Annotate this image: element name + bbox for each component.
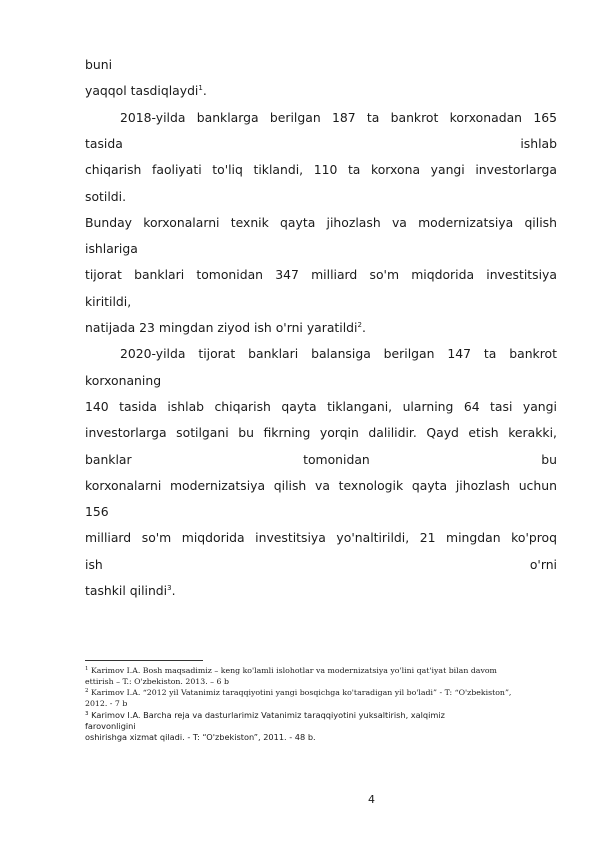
text-line: [85, 582, 557, 600]
word: 165: [533, 109, 557, 125]
word: investitsiya: [486, 267, 557, 283]
word: investitsiya: [255, 530, 326, 546]
word: banklari: [134, 267, 185, 283]
footnote-line: [85, 666, 497, 676]
word: yangi: [430, 162, 465, 178]
word: bankrot: [390, 109, 439, 125]
word: banklar: [85, 451, 132, 467]
line-text: korxonaning: [85, 372, 162, 388]
footnote-line: [85, 699, 127, 709]
word: uchun: [518, 477, 557, 493]
line-text: buni: [85, 57, 113, 72]
footnote-line: [85, 721, 136, 731]
word: yorqin: [319, 425, 359, 441]
footnote-separator: [85, 660, 203, 661]
footnote-line: [85, 710, 445, 720]
footnote-text: Karimov I.A. Barcha reja va dasturlarimiz Vatanimiz taraqqiyotini yuksaltirish, xalqimiz: [91, 710, 445, 720]
word: yo'naltirildi,: [336, 530, 410, 546]
footnote-number: 3: [85, 711, 89, 717]
footnote-number: 1: [85, 666, 89, 672]
line-text: yaqqol tasdiqlaydi: [85, 83, 199, 99]
word: milliard: [85, 530, 132, 546]
text-line: [120, 345, 557, 363]
word: tijorat: [85, 267, 122, 283]
word: ishlab: [167, 398, 205, 414]
word: Qayd: [426, 425, 459, 441]
word: miqdorida: [181, 530, 245, 546]
word: tasida: [119, 398, 157, 414]
word: qilish: [524, 214, 557, 230]
text-line: [120, 109, 557, 127]
word: ta: [347, 162, 361, 178]
word: ta: [483, 346, 497, 362]
word: Bunday: [85, 214, 132, 230]
word: qayta: [281, 398, 317, 414]
word: korxonadan: [449, 109, 523, 125]
word: bankrot: [509, 346, 557, 362]
word: qayta: [280, 214, 316, 230]
word: so'm: [369, 267, 400, 283]
word: investorlarga: [475, 162, 557, 178]
word: so'm: [141, 530, 172, 546]
text-line: [85, 398, 557, 416]
word: berilgan: [383, 346, 435, 362]
word: fikrning: [263, 425, 311, 441]
footnote-line: [85, 677, 229, 687]
word: investorlarga: [85, 425, 167, 441]
word: bu: [238, 425, 254, 441]
word: modernizatsiya: [418, 214, 514, 230]
text-line: [85, 82, 557, 100]
word: chiqarish: [214, 398, 271, 414]
word: mingdan: [446, 530, 501, 546]
text-line: [85, 529, 557, 547]
word: milliard: [311, 267, 358, 283]
word: tijorat: [198, 346, 236, 362]
line-text: ishlariga: [85, 241, 138, 257]
text-line: [85, 188, 557, 206]
word: ishlab: [520, 135, 557, 151]
footnote-text: 2012. - 7 b: [85, 699, 128, 708]
word: tasi: [490, 398, 513, 414]
word: 2018-yilda: [120, 109, 186, 125]
word: va: [314, 477, 330, 493]
word: jihozlash: [455, 477, 510, 493]
word: 2020-yilda: [120, 346, 186, 362]
text-line: [85, 56, 557, 74]
word: yangi: [522, 398, 557, 414]
word: miqdorida: [411, 267, 475, 283]
footnote-text: oshirishga xizmat qiladi. - T: “O'zbekiston”, 2011. - 48 b.: [85, 732, 316, 742]
word: texnik: [230, 214, 269, 230]
word: qayta: [411, 477, 448, 493]
text-line: [85, 161, 557, 179]
word: dalilidir.: [368, 425, 417, 441]
text-line: [85, 293, 557, 311]
word: ko'proq: [511, 530, 557, 546]
word: 21: [419, 530, 436, 546]
word: banklari: [248, 346, 299, 362]
line-text: sotildi.: [85, 188, 127, 204]
footnote-reference[interactable]: 1: [198, 84, 203, 93]
word: sotilgani: [176, 425, 229, 441]
word: 110: [313, 162, 338, 178]
word: korxonalarni: [143, 214, 220, 230]
word: tiklangani,: [327, 398, 393, 414]
word: texnologik: [338, 477, 404, 493]
word: tomonidan: [196, 267, 264, 283]
line-text: kiritildi,: [85, 293, 132, 309]
word: modernizatsiya: [169, 477, 266, 493]
word: 187: [331, 109, 356, 125]
footnote-reference[interactable]: 3: [167, 584, 172, 592]
text-line: [85, 503, 557, 521]
footnote-text: Karimov I.A. “2012 yil Vatanimiz taraqqiyotini yangi bosqichga ko'taradigan yil bo'ladi” - T: “O'zbekiston”,: [90, 688, 512, 697]
line-punctuation: .: [171, 583, 176, 598]
text-line: [85, 135, 557, 153]
word: faoliyati: [152, 162, 202, 178]
word: ta: [366, 109, 380, 125]
word: etish: [468, 425, 499, 441]
word: bu: [541, 451, 557, 467]
word: 140: [85, 398, 109, 414]
line-punctuation: .: [361, 320, 366, 335]
word: ish: [85, 556, 103, 572]
footnote-text: farovonligini: [85, 721, 136, 731]
text-line: [85, 266, 557, 284]
word: qilish: [273, 477, 307, 493]
line-text: natijada 23 mingdan ziyod ish o'rni yaratildi: [85, 320, 358, 335]
word: 64: [463, 398, 480, 414]
word: tiklandi,: [253, 162, 304, 178]
page-number: 4: [368, 793, 375, 806]
word: va: [391, 214, 407, 230]
word: korxona: [370, 162, 421, 178]
line-text: 156: [85, 504, 109, 520]
text-line: [85, 319, 557, 337]
line-punctuation: .: [202, 83, 207, 99]
footnote-number: 2: [85, 688, 89, 694]
footnote-text: Karimov I.A. Bosh maqsadimiz – keng ko'lamli islohotlar va modernizatsiya yo'lini qat'iyat bilan davom: [90, 666, 497, 675]
word: o'rni: [529, 556, 557, 572]
word: banklarga: [196, 109, 259, 125]
text-line: [85, 240, 557, 258]
word: 347: [275, 267, 299, 283]
text-line: [85, 214, 557, 232]
word: tasida: [85, 135, 123, 151]
footnote-line: [85, 732, 316, 742]
footnote-reference[interactable]: 2: [357, 321, 362, 329]
text-line: [85, 556, 557, 574]
word: korxonalarni: [85, 477, 162, 493]
word: 147: [447, 346, 471, 362]
word: ularning: [402, 398, 454, 414]
word: balansiga: [311, 346, 371, 362]
text-line: [85, 424, 557, 442]
footnote-line: [85, 688, 511, 698]
word: tomonidan: [303, 451, 370, 467]
word: to'liq: [212, 162, 243, 178]
text-line: [85, 477, 557, 495]
text-line: [85, 372, 557, 390]
word: kerakki,: [508, 425, 557, 441]
word: chiqarish: [85, 162, 142, 178]
word: jihozlash: [326, 214, 381, 230]
line-text: tashkil qilindi: [85, 583, 168, 598]
word: berilgan: [269, 109, 321, 125]
text-line: [85, 451, 557, 469]
footnote-text: ettirish – T.: O'zbekiston. 2013. – 6 b: [85, 677, 229, 686]
